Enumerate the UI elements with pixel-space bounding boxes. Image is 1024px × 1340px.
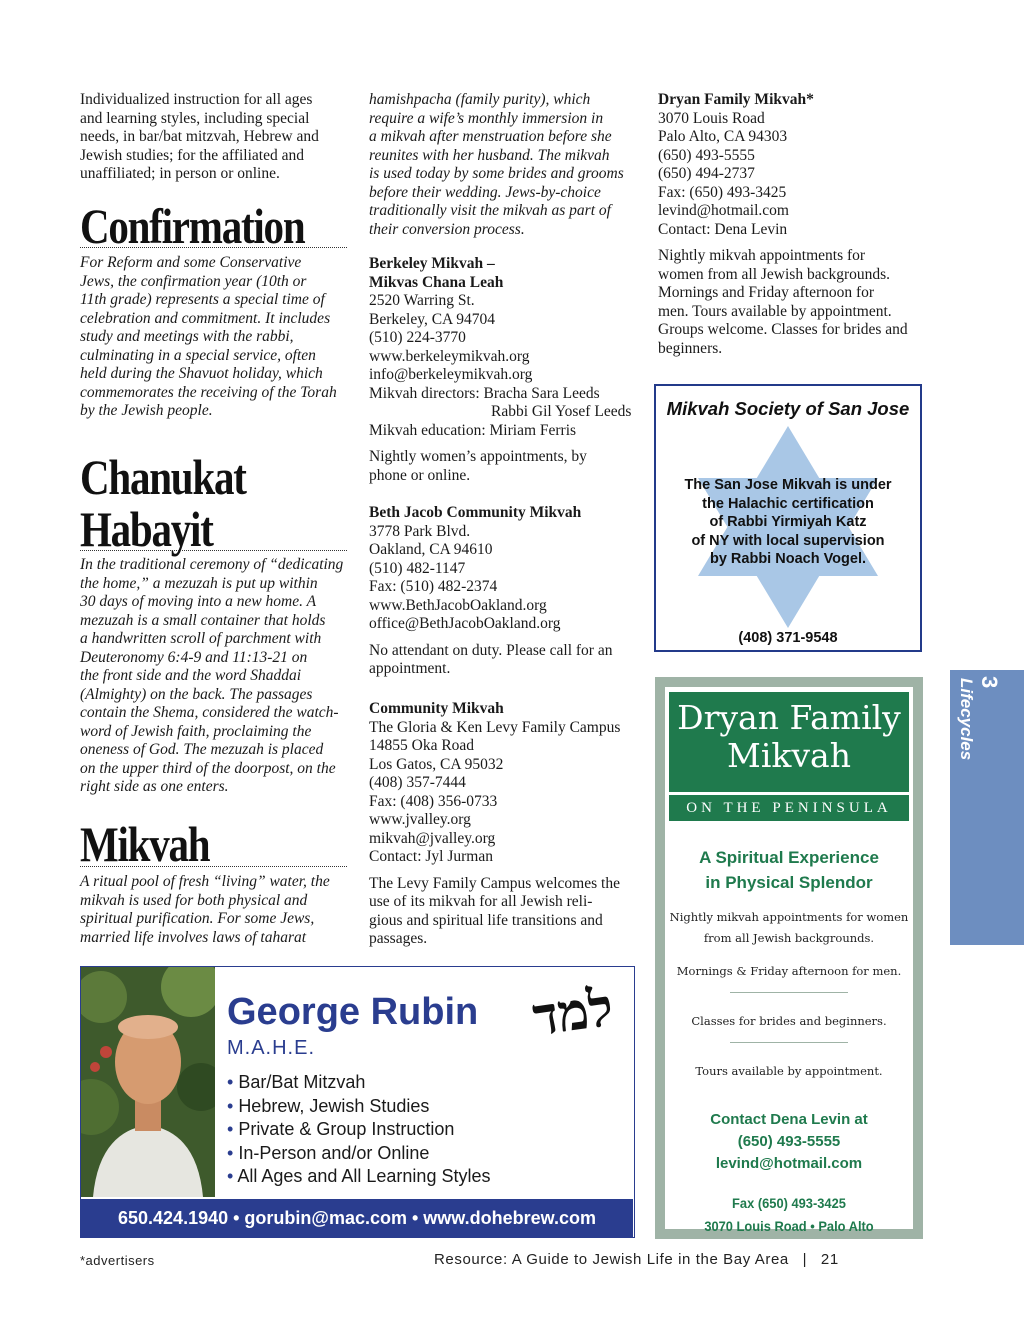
text-line: is used today by some brides and grooms — [369, 165, 624, 182]
text-line: the home,” a mezuzah is put up within — [80, 574, 318, 592]
address-line: 2520 Warring St. — [369, 292, 475, 309]
note-line: passages. — [369, 930, 428, 947]
text-line: hamishpacha (family purity), which — [369, 91, 591, 108]
ad-panel — [665, 687, 913, 1234]
list-item: • All Ages and All Learning Styles — [227, 1166, 491, 1186]
note-line: Nightly mikvah appointments for — [658, 247, 866, 264]
text-line: celebration and commitment. It includes — [80, 309, 331, 327]
detail-line: Nightly mikvah appointments for women — [669, 910, 909, 924]
fax: Fax: (408) 356-0733 — [369, 792, 498, 810]
beth-jacob-listing — [369, 504, 612, 679]
detail-line: from all Jewish backgrounds. — [703, 931, 875, 945]
ad-headline — [665, 845, 913, 895]
listing-name: Berkeley Mikvah – — [369, 255, 495, 272]
detail-line: Classes for brides and beginners. — [691, 1014, 887, 1028]
george-rubin-ad — [80, 966, 635, 1238]
hebrew-logo: למד — [528, 976, 617, 1049]
ad-line: The San Jose Mikvah is under — [684, 477, 892, 493]
note-line: beginners. — [658, 339, 723, 357]
divider — [730, 1042, 848, 1043]
service-list — [227, 1071, 490, 1189]
text-line: traditionally visit the mikvah as part of — [369, 202, 611, 219]
text-line: on the upper third of the doorpost, on the — [80, 759, 336, 777]
note-line: Mornings and Friday afternoon for — [658, 284, 875, 301]
headline-line: A Spiritual Experience — [699, 848, 879, 867]
section-rule — [80, 866, 347, 867]
list-item: • Bar/Bat Mitzvah — [227, 1072, 366, 1092]
text-line: study and meetings with the rabbi, — [80, 328, 294, 345]
text-line: culminating in a special service, often — [80, 346, 316, 364]
text-line: reunites with her husband. The mikvah — [369, 146, 610, 164]
ad-line: of Rabbi Yirmiyah Katz — [709, 514, 867, 530]
text-line: Deuteronomy 6:4-9 and 11:13-21 on — [80, 648, 308, 666]
contact-line: Contact Dena Levin at — [710, 1111, 868, 1128]
tab-label — [976, 676, 1002, 688]
address-line: 3778 Park Blvd. — [369, 522, 471, 540]
education-line: Mikvah education: Miriam Ferris — [369, 421, 577, 439]
heading-confirmation: Confirmation — [80, 198, 305, 254]
text-line: oneness of God. The mezuzah is placed — [80, 741, 324, 758]
ad-contact-bar: 650.424.1940 • gorubin@mac.com • www.dohebrew.com — [81, 1199, 633, 1237]
logo-text: Mikvah — [727, 736, 851, 775]
section-tab[interactable] — [950, 670, 1024, 945]
note-line: use of its mikvah for all Jewish reli- — [369, 893, 593, 910]
col2-intro — [369, 91, 624, 239]
text-line: (Almighty) on the back. The passages — [80, 685, 313, 703]
address-line: 3070 Louis Road • Palo Alto — [704, 1218, 874, 1234]
portrait-photo — [81, 967, 215, 1197]
detail-line: Tours available by appointment. — [695, 1064, 883, 1078]
chanukat-text — [80, 556, 343, 797]
text-line: Jews, the confirmation year (10th or — [80, 272, 307, 290]
address-line: 3070 Louis Road — [658, 109, 765, 127]
running-footer — [434, 1251, 839, 1268]
note-line: Nightly women’s appointments, by — [369, 448, 587, 465]
note-line: No attendant on duty. Please call for an — [369, 641, 613, 659]
ad-phone: (408) 371-9548 — [738, 630, 838, 646]
detail-line: Mornings & Friday afternoon for men. — [676, 964, 902, 978]
text-line: require a wife’s monthly immersion in — [369, 109, 604, 127]
tab-text: Lifecycles — [957, 678, 976, 761]
text-line: For Reform and some Conservative — [80, 254, 302, 271]
listing-name: Mikvas Chana Leah — [369, 273, 504, 291]
logo-text: Dryan Family — [677, 698, 901, 737]
text-line: before their wedding. Jews-by-choice — [369, 183, 601, 201]
list-item: • Hebrew, Jewish Studies — [227, 1095, 430, 1116]
text-line: unaffiliated; in person or online. — [80, 165, 280, 182]
berkeley-listing — [369, 255, 631, 485]
email-link[interactable]: mikvah@jvalley.org — [369, 829, 496, 847]
address-line: 14855 Oka Road — [369, 737, 475, 754]
text-line: needs, in bar/bat mitzvah, Hebrew and — [80, 128, 319, 145]
contact-line: Contact: Dena Levin — [658, 220, 788, 238]
text-line: their conversion process. — [369, 220, 525, 238]
divider — [730, 992, 848, 993]
address-line: Berkeley, CA 94704 — [369, 310, 495, 328]
ad-line: the Halachic certification — [702, 495, 874, 512]
col1-intro — [80, 91, 319, 184]
text-line: contain the Shema, considered the watch- — [80, 704, 339, 721]
publication-title: Resource: A Guide to Jewish Life in the Bay Area — [434, 1251, 789, 1268]
directors-line: Rabbi Gil Yosef Leeds — [491, 403, 632, 420]
website-link[interactable]: www.jvalley.org — [369, 811, 471, 828]
confirmation-text — [80, 254, 337, 421]
text-line: held during the Shavuot holiday, which — [80, 365, 323, 382]
ad-degree: M.A.H.E. — [227, 1037, 316, 1059]
logo-block — [669, 692, 909, 792]
ad-name: George Rubin — [227, 991, 479, 1033]
text-line: word of Jewish faith, proclaiming the — [80, 722, 312, 740]
phone: (510) 224-3770 — [369, 329, 466, 346]
dryan-listing — [658, 91, 908, 358]
ad-details — [665, 907, 913, 1082]
text-line: 30 days of moving into a new home. A — [80, 593, 317, 610]
note-line: The Levy Family Campus welcomes the — [369, 874, 620, 892]
text-line: the front side and the word Shaddai — [80, 667, 302, 684]
list-item: • Private & Group Instruction — [227, 1119, 455, 1139]
note-line: phone or online. — [369, 466, 471, 484]
ad-title: Mikvah Society of San Jose — [666, 398, 910, 419]
address-line: The Gloria & Ken Levy Family Campus — [369, 718, 621, 736]
headline-line: in Physical Splendor — [705, 873, 873, 892]
mikvah-text — [80, 873, 330, 947]
section-rule — [80, 550, 347, 551]
dryan-mikvah-ad — [655, 677, 923, 1239]
text-line: mikvah is used for both physical and — [80, 891, 308, 909]
text-line: spiritual purification. For some Jews, — [80, 910, 315, 927]
phone: (510) 482-1147 — [369, 559, 466, 577]
fax-line: Fax (650) 493-3425 — [732, 1195, 846, 1211]
contact-email: levind@hotmail.com — [715, 1155, 863, 1172]
text-line: a mikvah after menstruation before she — [369, 128, 612, 145]
phone: (650) 494-2737 — [658, 165, 755, 182]
heading-mikvah: Mikvah — [80, 816, 210, 872]
text-line: by the Jewish people. — [80, 402, 213, 419]
heading-chanukat-2: Habayit — [80, 501, 213, 557]
ad-footer — [675, 1192, 903, 1238]
note-line: appointment. — [369, 660, 451, 677]
ad-line: of NY with local supervision — [691, 532, 885, 549]
contact-phone: (650) 493-5555 — [737, 1133, 841, 1150]
separator: | — [802, 1251, 808, 1268]
footnote: *advertisers — [80, 1253, 155, 1268]
logo-subtitle: ON THE PENINSULA — [669, 795, 909, 821]
text-line: a handwritten scroll of parchment with — [80, 630, 322, 647]
section-rule — [80, 247, 347, 248]
listing-name: Dryan Family Mikvah* — [658, 91, 814, 108]
address-line: Los Gatos, CA 95032 — [369, 755, 504, 773]
phone: (650) 493-5555 — [658, 146, 755, 164]
note-line: Groups welcome. Classes for brides and — [658, 321, 908, 338]
ad-body — [656, 476, 920, 569]
text-line: commemorates the receiving of the Torah — [80, 383, 337, 401]
email-link[interactable]: levind@hotmail.com — [658, 202, 789, 219]
text-line: In the traditional ceremony of “dedicating — [80, 556, 344, 573]
list-item: • In-Person and/or Online — [227, 1142, 430, 1163]
phone: (408) 357-7444 — [369, 774, 466, 791]
text-line: right side as one enters. — [80, 778, 229, 795]
address-line: Palo Alto, CA 94303 — [658, 128, 788, 145]
address-line: Oakland, CA 94610 — [369, 541, 493, 558]
note-line: women from all Jewish backgrounds. — [658, 265, 891, 283]
text-line: A ritual pool of fresh “living” water, the — [80, 873, 330, 890]
san-jose-mikvah-ad — [654, 384, 922, 652]
page-number: 21 — [820, 1251, 839, 1268]
heading-chanukat-1: Chanukat — [80, 449, 246, 505]
text-line: 11th grade) represents a special time of — [80, 291, 325, 308]
ad-contact — [665, 1109, 913, 1175]
community-listing — [369, 700, 620, 949]
text-line: Individualized instruction for all ages — [80, 91, 313, 108]
text-line: mezuzah is a small container that holds — [80, 611, 326, 629]
contact-line: Contact: Jyl Jurman — [369, 848, 493, 865]
note-line: gious and spiritual life transitions and — [369, 911, 603, 929]
ad-line: by Rabbi Noach Vogel. — [709, 551, 867, 567]
website-link[interactable]: www.BethJacobOakland.org — [369, 596, 547, 614]
email-link[interactable]: office@BethJacobOakland.org — [369, 615, 561, 632]
website-link[interactable]: www.berkeleymikvah.org — [369, 347, 530, 365]
text-line: and learning styles, including special — [80, 109, 310, 127]
directors-line: Mikvah directors: Bracha Sara Leeds — [369, 384, 600, 402]
note-line: men. Tours available by appointment. — [658, 302, 892, 320]
listing-name: Beth Jacob Community Mikvah — [369, 504, 582, 521]
listing-name: Community Mikvah — [369, 700, 504, 717]
text-line: Jewish studies; for the affiliated and — [80, 146, 304, 164]
fax: Fax: (510) 482-2374 — [369, 578, 498, 595]
text-line: married life involves laws of taharat — [80, 928, 307, 946]
fax: Fax: (650) 493-3425 — [658, 183, 787, 201]
tab-number: 3 — [977, 676, 1002, 689]
email-link[interactable]: info@berkeleymikvah.org — [369, 366, 533, 383]
